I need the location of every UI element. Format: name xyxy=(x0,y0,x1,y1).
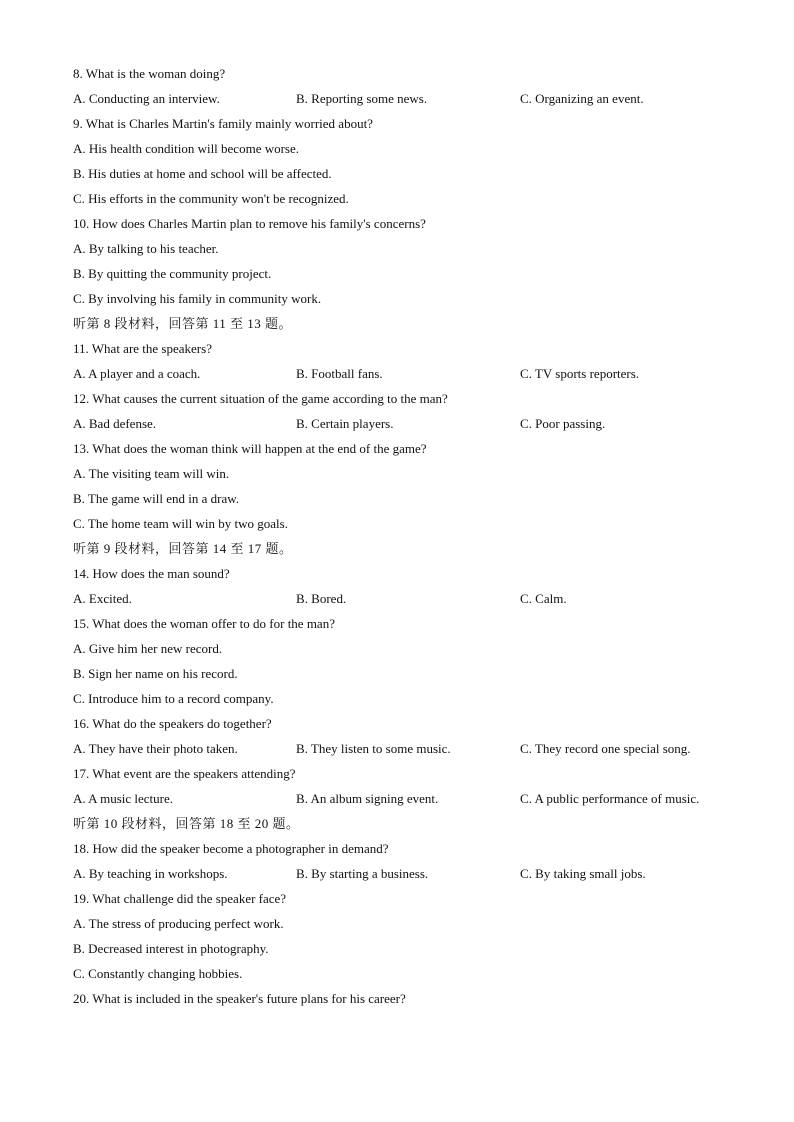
option-b: B. Football fans. xyxy=(296,366,383,381)
question-10: 10. How does Charles Martin plan to remove his family's concerns? xyxy=(73,216,426,231)
option-b: B. By starting a business. xyxy=(296,866,429,881)
option-a: A. Excited. xyxy=(73,591,132,606)
question-17: 17. What event are the speakers attending? xyxy=(73,766,296,781)
option-line: A. Give him her new record. xyxy=(73,641,223,656)
option-c: C. Organizing an event. xyxy=(520,91,644,106)
option-line: C. The home team will win by two goals. xyxy=(73,516,288,531)
option-a: A. By teaching in workshops. xyxy=(73,866,228,881)
option-line: B. Decreased interest in photography. xyxy=(73,941,269,956)
option-line: A. His health condition will become worse. xyxy=(73,141,300,156)
option-b: B. An album signing event. xyxy=(296,791,439,806)
question-20: 20. What is included in the speaker's future plans for his career? xyxy=(73,991,406,1006)
question-14: 14. How does the man sound? xyxy=(73,566,230,581)
option-line: A. The stress of producing perfect work. xyxy=(73,916,284,931)
section-instruction: 听第 10 段材料，回答第 18 至 20 题。 xyxy=(73,816,300,831)
option-line: B. The game will end in a draw. xyxy=(73,491,240,506)
option-a: A. They have their photo taken. xyxy=(73,741,238,756)
question-8: 8. What is the woman doing? xyxy=(73,66,226,81)
option-line: B. Sign her name on his record. xyxy=(73,666,238,681)
question-15: 15. What does the woman offer to do for the man? xyxy=(73,616,335,631)
section-instruction: 听第 9 段材料，回答第 14 至 17 题。 xyxy=(73,541,293,556)
option-c: C. They record one special song. xyxy=(520,741,691,756)
option-c: C. Poor passing. xyxy=(520,416,606,431)
option-line: A. The visiting team will win. xyxy=(73,466,230,481)
option-b: B. Certain players. xyxy=(296,416,394,431)
option-a: A. Bad defense. xyxy=(73,416,157,431)
option-c: C. A public performance of music. xyxy=(520,791,700,806)
option-line: B. His duties at home and school will be affected. xyxy=(73,166,332,181)
option-line: C. His efforts in the community won't be recognized. xyxy=(73,191,349,206)
section-instruction: 听第 8 段材料，回答第 11 至 13 题。 xyxy=(73,316,293,331)
question-11: 11. What are the speakers? xyxy=(73,341,212,356)
question-19: 19. What challenge did the speaker face? xyxy=(73,891,287,906)
option-line: C. By involving his family in community work. xyxy=(73,291,322,306)
option-b: B. Reporting some news. xyxy=(296,91,428,106)
option-a: A. A player and a coach. xyxy=(73,366,201,381)
option-line: B. By quitting the community project. xyxy=(73,266,272,281)
question-18: 18. How did the speaker become a photographer in demand? xyxy=(73,841,389,856)
option-a: A. A music lecture. xyxy=(73,791,174,806)
question-9: 9. What is Charles Martin's family mainly worried about? xyxy=(73,116,373,131)
option-a: A. Conducting an interview. xyxy=(73,91,220,106)
option-line: A. By talking to his teacher. xyxy=(73,241,219,256)
option-c: C. TV sports reporters. xyxy=(520,366,640,381)
option-b: B. They listen to some music. xyxy=(296,741,451,756)
option-b: B. Bored. xyxy=(296,591,347,606)
question-16: 16. What do the speakers do together? xyxy=(73,716,272,731)
option-line: C. Constantly changing hobbies. xyxy=(73,966,243,981)
question-12: 12. What causes the current situation of the game according to the man? xyxy=(73,391,448,406)
option-line: C. Introduce him to a record company. xyxy=(73,691,274,706)
option-c: C. By taking small jobs. xyxy=(520,866,646,881)
option-c: C. Calm. xyxy=(520,591,567,606)
question-13: 13. What does the woman think will happen at the end of the game? xyxy=(73,441,427,456)
